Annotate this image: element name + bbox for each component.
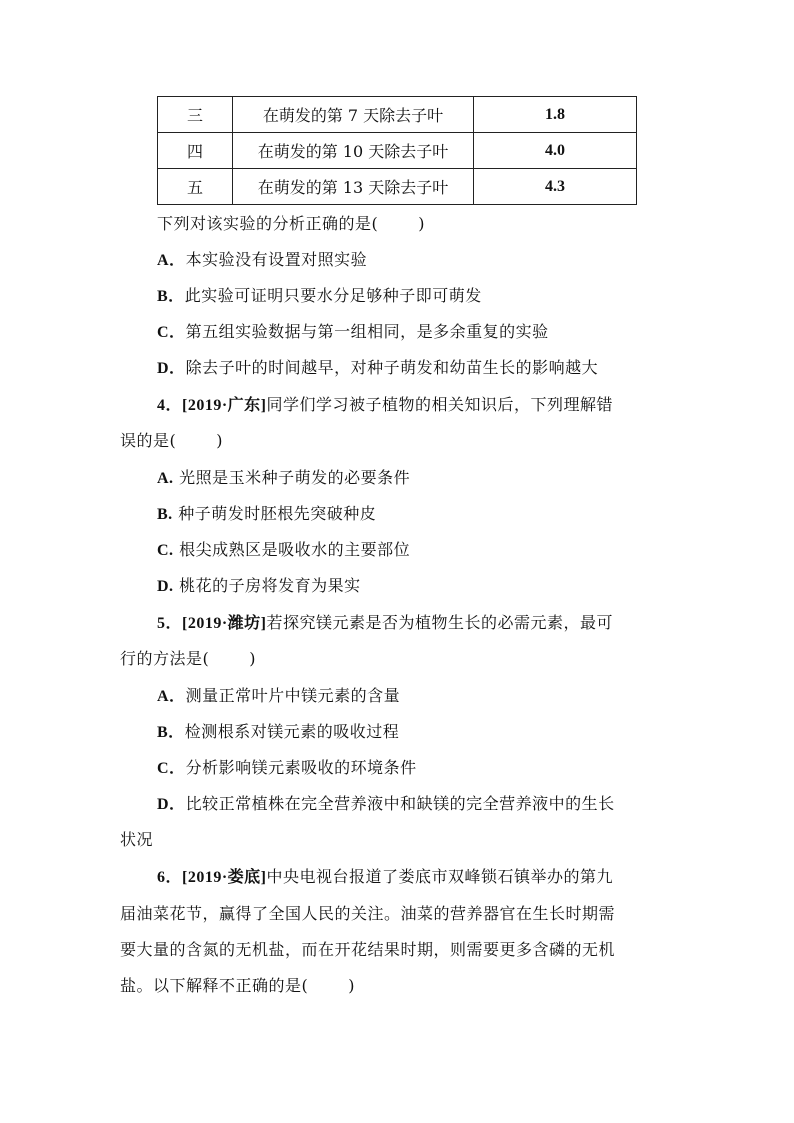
q4-option-b: B. 种子萌发时胚根先突破种皮 — [157, 504, 377, 523]
q5-option-c: C．分析影响镁元素吸收的环境条件 — [157, 758, 417, 777]
q4-stem-cont: 误的是( ) — [120, 431, 223, 450]
table-row — [158, 97, 637, 133]
q4-option-a: A. 光照是玉米种子萌发的必要条件 — [157, 468, 411, 487]
q6-stem-line4: 盐。以下解释不正确的是( ) — [120, 976, 355, 995]
q4-option-d: D. 桃花的子房将发育为果实 — [157, 576, 361, 595]
q3-option-c: C．第五组实验数据与第一组相同，是多余重复的实验 — [157, 322, 549, 341]
q3-option-a: A．本实验没有设置对照实验 — [157, 250, 368, 269]
q6-stem-line2: 届油菜花节，赢得了全国人民的关注。油菜的营养器官在生长时期需 — [120, 904, 616, 923]
q5-option-b: B．检测根系对镁元素的吸收过程 — [157, 722, 400, 741]
q4-stem: 4．[2019·广东]同学们学习被子植物的相关知识后，下列理解错 — [157, 395, 614, 414]
q4-option-c: C. 根尖成熟区是吸收水的主要部位 — [157, 540, 411, 559]
q5-option-d-cont: 状况 — [120, 830, 154, 849]
q5-option-d: D．比较正常植株在完全营养液中和缺镁的完全营养液中的生长 — [157, 794, 615, 813]
treatment-cell: 在萌发的第 13 天除去子叶 — [233, 169, 474, 205]
q6-stem-line3: 要大量的含氮的无机盐，而在开花结果时期，则需要更多含磷的无机 — [120, 940, 616, 959]
q5-option-a: A．测量正常叶片中镁元素的含量 — [157, 686, 401, 705]
group-cell: 五 — [158, 169, 233, 205]
value-cell: 4.0 — [474, 133, 637, 169]
treatment-cell: 在萌发的第 10 天除去子叶 — [233, 133, 474, 169]
q3-option-b: B．此实验可证明只要水分足够种子即可萌发 — [157, 286, 482, 305]
results-table — [157, 96, 637, 205]
q5-stem: 5．[2019·潍坊]若探究镁元素是否为植物生长的必需元素，最可 — [157, 613, 614, 632]
table-row — [158, 133, 637, 169]
treatment-cell: 在萌发的第 7 天除去子叶 — [233, 97, 474, 133]
value-cell: 1.8 — [474, 97, 637, 133]
value-cell: 4.3 — [474, 169, 637, 205]
group-cell: 四 — [158, 133, 233, 169]
q3-option-d: D．除去子叶的时间越早，对种子萌发和幼苗生长的影响越大 — [157, 358, 599, 377]
q6-stem: 6．[2019·娄底]中央电视台报道了娄底市双峰锁石镇举办的第九 — [157, 867, 614, 886]
group-cell: 三 — [158, 97, 233, 133]
q3-stem: 下列对该实验的分析正确的是( ) — [157, 214, 425, 233]
q5-stem-cont: 行的方法是( ) — [120, 649, 256, 668]
table-row — [158, 169, 637, 205]
